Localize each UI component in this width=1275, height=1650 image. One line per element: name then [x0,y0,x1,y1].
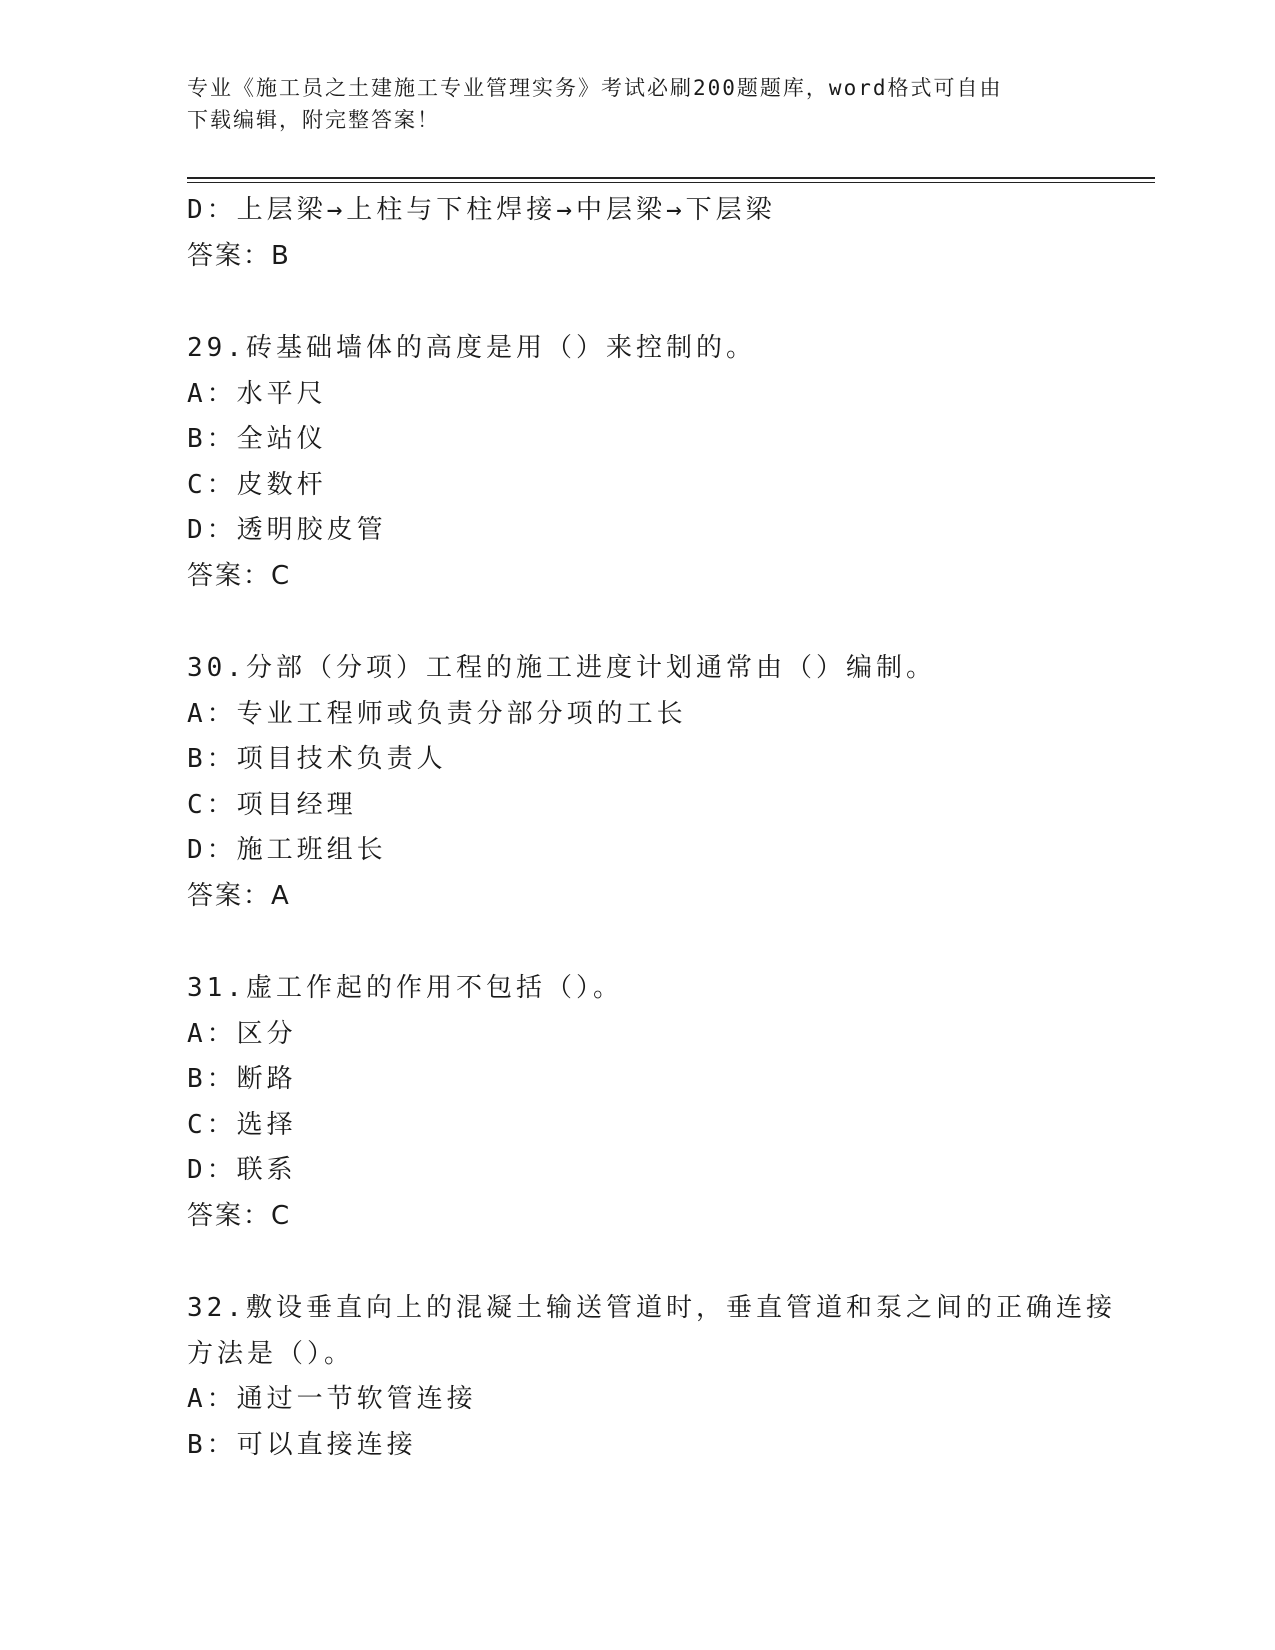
option-c: C：项目经理 [187,789,357,820]
question-28-tail [187,188,1147,279]
question-list [187,188,1147,1468]
option-a: A：水平尺 [187,378,327,409]
option-a: A：区分 [187,1018,297,1049]
header-divider-thin [187,182,1155,183]
spacer [187,599,1147,646]
option-a: A：专业工程师或负责分部分项的工长 [187,698,687,729]
option-b: B：可以直接连接 [187,1429,417,1460]
spacer [187,1239,1147,1286]
document-header [187,72,1087,136]
spacer [187,279,1147,326]
option-d: D：上层梁→上柱与下柱焊接→中层梁→下层梁 [187,195,776,225]
option-c: C：选择 [187,1109,297,1140]
question-31 [187,966,1147,1239]
option-a: A：通过一节软管连接 [187,1384,477,1414]
question-30 [187,646,1147,919]
option-b: B：项目技术负责人 [187,744,447,774]
spacer [187,919,1147,966]
answer-label: 答案：A [187,880,291,911]
header-title-line-1: 专业《施工员之土建施工专业管理实务》考试必刷200题题库，word格式可自由 [187,76,1003,100]
option-c: C：皮数杆 [187,469,327,500]
question-stem: 31.虚工作起的作用不包括（）。 [187,973,623,1003]
answer-label: 答案：C [187,560,292,591]
option-b: B：全站仪 [187,424,327,454]
question-stem-line-2: 方法是（）。 [187,1338,355,1369]
option-b: B：断路 [187,1064,297,1094]
answer-label: 答案：C [187,1200,292,1231]
question-stem: 29.砖基础墙体的高度是用（）来控制的。 [187,333,756,363]
question-stem: 30.分部（分项）工程的施工进度计划通常由（）编制。 [187,653,936,683]
header-divider-thick [187,177,1155,179]
answer-label: 答案：B [187,240,291,271]
question-stem-line-1: 32.敷设垂直向上的混凝土输送管道时，垂直管道和泵之间的正确连接 [187,1293,1116,1323]
header-title-line-2: 下载编辑，附完整答案！ [187,108,440,132]
question-32 [187,1286,1147,1468]
option-d: D：联系 [187,1155,297,1185]
option-d: D：透明胶皮管 [187,515,387,545]
question-29 [187,326,1147,599]
option-d: D：施工班组长 [187,835,387,865]
